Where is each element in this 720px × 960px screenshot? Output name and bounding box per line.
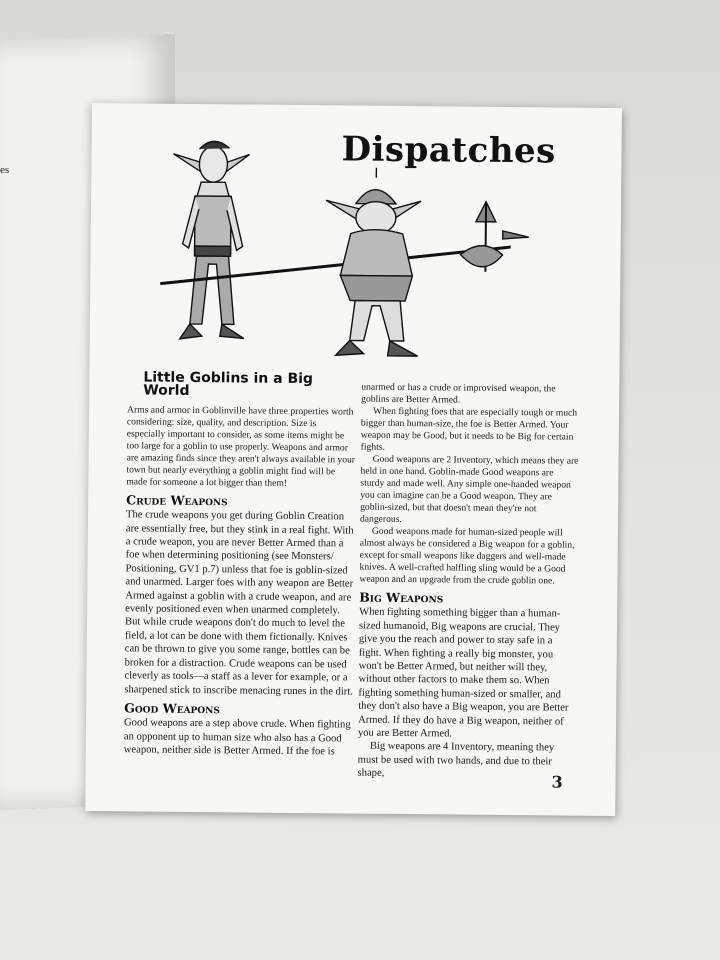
right-paragraph-4: Good weapons made for human-sized people will almost always be considered a Big weapon for a goblin, except for small weapons like daggers and well-made knives. A well-crafted halfling sling would be a Good weapon and an upgrade from the crude goblin one.: [359, 525, 575, 587]
right-paragraph-2: When fighting foes that are especially tough or much bigger than human-size, the foe is Better Armed. Your weapon may be Good, but it needs to be Big for certain fights.: [360, 405, 578, 453]
big-weapons-heading: Big Weapons: [359, 589, 444, 606]
intro-paragraph: Arms and armor in Goblinville have three properties worth considering: size, quality, and description. Size is especially important to consider, as some items might be too large for a goblin to use properly. Weapons and armor are amazing finds since they aren't always available in your town but nearly everything a goblin might find will be made for someone a lot bigger than them!: [126, 404, 356, 489]
good-weapons-heading: Good Weapons: [124, 700, 220, 717]
left-page-text-fragment: es: [0, 164, 10, 176]
crude-weapons-paragraph: The crude weapons you get during Goblin Creation are essentially free, but they stink in a real fight. With a crude weapon, you are never Better Armed than a foe when determining positioning (see Monsters/ Positioning, GV1 p.7) unless that foe is goblin-sized and unarmed. Larger foes with any weapon are Better Armed against a goblin with a crude weapon, and are evenly positioned even when unarmed completely. But while crude weapons don't do much to level the field, a lot can be done with them fictionally. Knives can be thrown to give you some range, bottles can be broken for a distraction. Crude weapons can be used cleverly as tools—a staff as a lever for example, or a sharpened stick to inscribe menacing runes in the dirt.: [124, 509, 354, 698]
page-title: Dispatches: [341, 129, 556, 172]
right-paragraph-1: unarmed or has a crude or improvised weapon, the goblins are Better Armed.: [361, 381, 556, 406]
crude-weapons-heading: Crude Weapons: [126, 492, 228, 509]
section-heading: Little Goblins in a Big World: [143, 369, 314, 400]
right-column: [358, 382, 580, 783]
good-weapons-paragraph: Good weapons are a step above crude. When fighting an opponent up to human size who also has a Good weapon, neither side is Better Armed. If the foe is: [123, 717, 351, 758]
big-weapons-paragraph-2: Big weapons are 4 Inventory, meaning they must be used with two hands, and due to their shape,: [357, 741, 555, 780]
left-column: [124, 371, 358, 759]
big-weapons-paragraph-1: When fighting something bigger than a human-sized humanoid, Big weapons are crucial. They give you the reach and power to stay safe in a fight. When fighting a really big monster, you won't be Better Armed, but neither will they, without other factors to make them so. When fighting something human-sized or smaller, and they don't also have a Big weapon, you are Better Armed. If they do have a Big weapon, neither of you are Better Armed.: [357, 606, 569, 740]
zine-page: [85, 103, 622, 816]
page-number: 3: [551, 772, 563, 792]
right-paragraph-3: Good weapons are 2 Inventory, which means they are held in one hand. Goblin-made Good weapons are sturdy and made well. Any simple one-handed weapon you can imagine can be a Good weapon. They are goblin-sized, but that doesn't mean they're not dangerous.: [359, 453, 579, 525]
